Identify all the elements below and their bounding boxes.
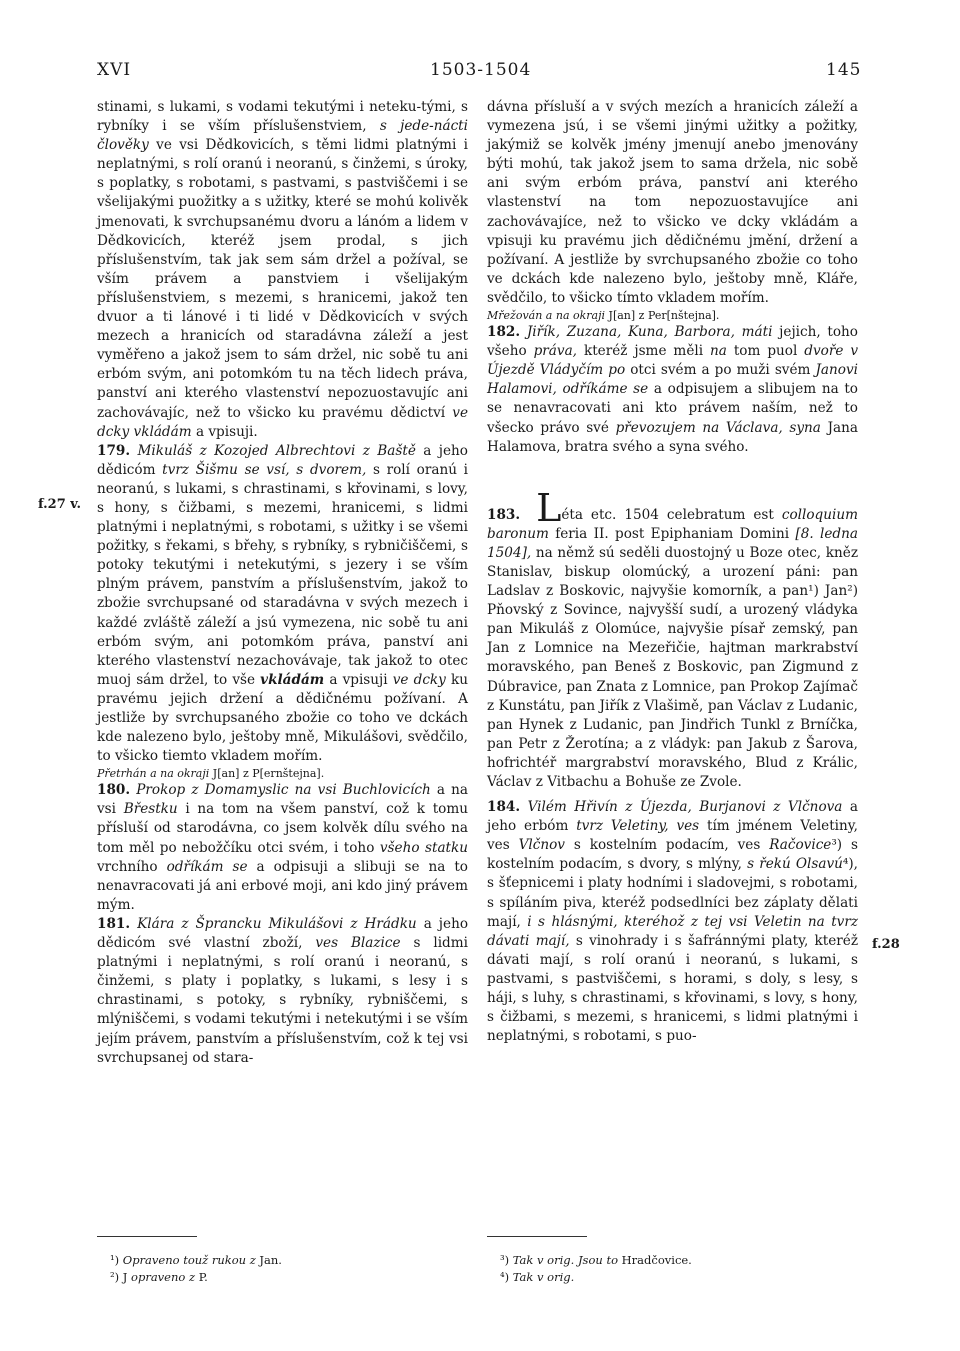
footnote-rule-right <box>487 1236 587 1237</box>
footnote-rule-left <box>97 1236 197 1237</box>
entry-number: 184. <box>487 799 521 816</box>
footnote-3: ³) Tak v orig. Jsou to Hradčovice. <box>500 1253 692 1267</box>
header-volume: XVI <box>97 60 132 80</box>
entry-number: 181. <box>97 915 131 932</box>
entry-180: 180. Prokop z Domamyslic na vsi Buchlovicích a na vsi Břestku i na tom na všem panství, což k tomu přísluší od starodávna, co jsem kolvěk dílu svého na tom měl po nebožčíku otci svém, i toho všeho statku vrchního odříkám se a odpisuji a slibuji se na to nenavracovati já ani erbové moji, ani kdo jiný právem mým. <box>97 782 469 913</box>
footnote-4: ⁴) Tak v orig. <box>500 1270 575 1284</box>
entry-181: 181. Klára z Šprancku Mikulášovi z Hrádku a jeho dědicóm své vlastní zboží, ves Blazice s lidmi platnými i neplatnými, s rolí oranú i neoranú, s činžemi, s platy i poplatky, s lukami, s lesy i s chrastinami, s potoky, s rybníky, rybniščemi, s mlýniščemi, s vodami tekutými i netekutými i se vším jejím právem, panstvím a příslušenstvím, což k tej vsi svrchupsanej od stara- <box>97 915 469 1066</box>
entry-183: 183. Léta etc. 1504 celebratum est colloquium baronum feria II. post Epiphaniam Domini [8. ledna 1504], na němž sú seděli duostojný u Boze otec, kněz Stanislav, biskup olomúcký, a urození páni: pan Ladslav z Boskovic, najvyšie komorník, a pan¹) Jan²) Pňovský z Sovince, najvyšší sudí, a urozený vládyka pan Mikuláš z Olomúce, najvyšie písař zemský, pan Jan z Lomnice na Mezeřičie, hajtman markrabství moravského, pan Beneš z Boskovic, pan Zigmund z Dúbravice, pan Znata z Lomnice, pan Prokop Zajímač z Kunstátu, pan Jiřík z Vlašimě, pan Václav z Ludanic, pan Hynek z Ludanic, pan Jindřich Tunkl z Brníčka, pan Petr z Žerotína; a z vládyk: pan Jakub z Šarova, hofrichtéř margrabství moravského, Blud z Králic, Václav z Vitbachu a Bohuše ze Zvole. <box>487 485 858 790</box>
footnote-1: ¹) Opraveno touž rukou z Jan. <box>110 1253 282 1267</box>
right-column <box>487 98 858 1046</box>
entry-number: 182. <box>487 324 521 341</box>
entry-184: 184. Vilém Hřivín z Újezda, Burjanovi z Vlčnova a jeho erbóm tvrz Veletiny, ves tím jménem Veletiny, ves Vlčnov s kostelním podacím, ves Račovice³) s kostelním podacím, s dvory, s mlýny, s řekú Olsavú⁴), s šťepnicemi i platy hodními i sladovejmi, s robotami, s spíláním piva, kteréž podsedlníci bez záplaty dělati mají, i s hlásnými, kteréhož z tej vsi Veletin na tvrz dávati mají, s vinohrady i s šafránnými platy, kteréž dávati mají, s rolí oranú i neoranú, s lukami, s pastvami, s pastviščemi, s horami, s doly, s lesy, s háji, s luhy, s chrastinami, s křovinami, s lovy, s hony, s čižbami, s mezemi, s hranicemi, s lidmi platnými i neplatnými, s robotami, s puo- <box>487 799 859 1045</box>
footnotes-right <box>500 1252 850 1286</box>
entry-number: 180. <box>97 782 131 799</box>
header-years: 1503-1504 <box>430 60 532 80</box>
footnotes-left <box>110 1252 460 1286</box>
paragraph-continued: stinami, s lukami, s vodami tekutými i neteku-tými, s rybníky i se vším příslušenstviem, s jede-nácti člověky ve vsi Dědkovicích, s těmi lidmi platnými i neplatnými, s rolí oranú i neoranú, s činžemi, s úroky, s poplatky, s robotami, s pastvami, s pastviščemi i se všelijakými puožitky a s užitky, které se mohú kolivěk jmenovati, k svrchupsanému dvoru a lánóm a lidem v Dědkovicích, kteréž jsem prodal, s jich příslušenstvím, tak jak sem sám držel a požíval, se vším právem a panstviem i všelijakým příslušenstviem, s mezemi, s hranicemi, jakož ten dvuor a ti lánové i ti lidé v Dědkovicích v svých mezech a hranicích od staradávna záleží a jest vyměřeno a jakož jsem to sám držel, nic sobě tu ani erbóm svým, ani potomkóm tu na těch lidech práva, panství ani kterého vlastenství nepozuostavujíc ani zachovávajíc, než to všicko ku pravému dědictví ve dcky vkládám a vpisuji. <box>97 99 469 440</box>
note-181: Mřežován a na okraji J[an] z Per[nštejna]. <box>487 309 720 323</box>
left-column <box>97 98 468 1068</box>
header-page-number: 145 <box>826 60 862 80</box>
margin-folio-right: f.28 <box>872 937 900 952</box>
margin-folio-left: f.27 v. <box>38 497 82 512</box>
entry-number: 179. <box>97 442 131 459</box>
entry-number: 183. <box>487 506 521 523</box>
note-179: Přetrhán a na okraji J[an] z P[ernštejna]. <box>97 767 325 781</box>
footnote-2: ²) J opraveno z P. <box>110 1270 208 1284</box>
paragraph-continued-181: dávna přísluší a v svých mezích a hranicích záleží a vymezena jsú, i se všemi jinými užitky a požitky, jakýmiž se kolvěk jmény jmenují anebo jmenovány býti mohú, tak jakož jsem to sama držela, nic sobě ani svým erbóm práva, panství ani kterého vlastenství na tom nepozuostavujíce ani zachovávajíce, než to všicko ve dcky vkládám a vpisuji ku pravému jich dědičnému jmění, držení a požívaní. A jestliže by svrchupsaného zbožie co toho ve dckách kde nalezeno bylo, ještoby mně, Kláře, svědčilo, to všicko tímto vkladem mořím. <box>487 99 858 306</box>
entry-182: 182. Jiřík, Zuzana, Kuna, Barbora, máti jejich, toho všeho práva, kteréž jsme měli na tom puol dvoře v Újezdě Vládyčím po otci svém a po muži svém Janovi Halamovi, odříkáme se a odpisujem a slibujem na to se nenavracovati ani kto právem naším, než to všecko právo své převozujem na Václava, syna Jana Halamova, bratra svého a syna svého. <box>487 324 859 455</box>
initial-letter: L <box>536 485 562 530</box>
entry-179: 179. Mikuláš z Kozojed Albrechtovi z Baště a jeho dědicóm tvrz Šišmu se vsí, s dvorem, s rolí oranú i neoranú, s lukami, s chrastinami, s křovinami, s lovy, s hony, s čižbami, s mezemi, hranicemi, s lidmi platnými i neplatnými, s robotami, s užitky i se všemi požitky, s řekami, s břehy, s rybníky, s rybničiščemi, s potoky tekutými i netekutými, s jezery i se vším plným právem, panstvím a příslušenstvím, jakož to zbožie svrchupsané od staradávna v svých mezech i každé zvláště záleží a jsú vymezena, nic sobě tu ani erbóm svým, ani potomkóm práva, panství ani kterého vlastenství nezachovávaje, tak jakož to otec muoj sám držel, to vše vkládám a vpisuji ve dcky ku pravému jejich držení a dědičnému požívaní. A jestliže by svrchupsaného zbožie co toho ve dckách kde nalezeno bylo, ještoby mně, Mikulášovi, svědčilo, to všicko tiemto vkladem mořím. <box>97 442 468 765</box>
